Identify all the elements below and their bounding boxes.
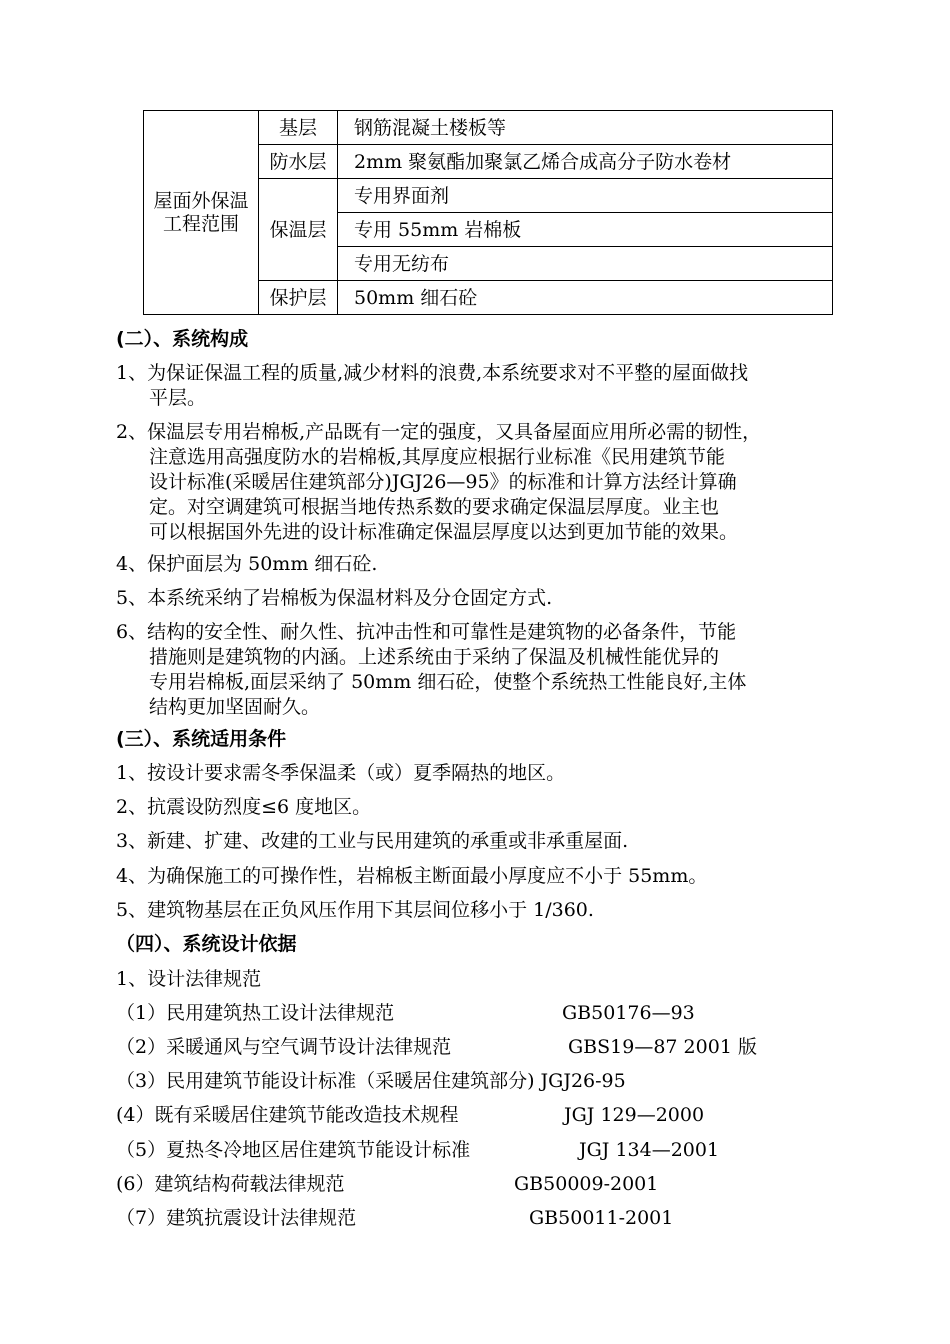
standard-code: GBS19—87 2001 版 — [568, 1036, 757, 1058]
section-3-item: 1、按设计要求需冬季保温柔（或）夏季隔热的地区。 — [116, 762, 566, 784]
section-2-item-2 — [116, 420, 761, 545]
section-2-item-4 — [116, 552, 377, 577]
paragraph-line: 1、为保证保温工程的质量,减少材料的浪费,本系统要求对不平整的屋面做找 — [116, 362, 749, 384]
standard-name: （7）建筑抗震设计法律规范 — [116, 1207, 357, 1229]
layer-cell-insulation: 保温层 — [259, 179, 338, 281]
section-3-item: 4、为确保施工的可操作性，岩棉板主断面最小厚度应不小于 55mm。 — [116, 865, 708, 887]
standard-name: (4）既有采暖居住建筑节能改造技术规程 — [116, 1104, 459, 1126]
paragraph-line: 注意选用高强度防水的岩棉板,其厚度应根据行业标准《民用建筑节能 — [149, 446, 726, 468]
section-3-item: 5、建筑物基层在正负风压作用下其层间位移小于 1/360. — [116, 899, 594, 921]
standard-code: JGJ 129—2000 — [564, 1104, 705, 1126]
section-2-item-6 — [116, 620, 746, 720]
paragraph-line: 措施则是建筑物的内涵。上述系统由于采纳了保温及机械性能优异的 — [149, 646, 720, 668]
layer-cell-base: 基层 — [259, 111, 338, 145]
standard-name: (6）建筑结构荷载法律规范 — [116, 1173, 345, 1195]
standard-name: （3）民用建筑节能设计标准（采暖居住建筑部分) JGJ26-95 — [116, 1070, 626, 1092]
content-cell-protection: 50mm 细石砼 — [338, 281, 833, 315]
content-cell-waterproof: 2mm 聚氨酯加聚氯乙烯合成高分子防水卷材 — [338, 145, 833, 179]
section-2-item-5 — [116, 586, 552, 611]
section-3-heading: (三）、系统适用条件 — [116, 728, 287, 750]
roof-insulation-scope-table — [143, 110, 833, 315]
standard-name: （1）民用建筑热工设计法律规范 — [116, 1002, 395, 1024]
section-3-item: 2、抗震设防烈度≤6 度地区。 — [116, 796, 372, 818]
layer-cell-protection: 保护层 — [259, 281, 338, 315]
paragraph-line: 2、保温层专用岩棉板,产品既有一定的强度，又具备屋面应用所必需的韧性， — [116, 421, 762, 443]
standard-code: GB50176—93 — [562, 1002, 695, 1024]
paragraph-line: 4、保护面层为 50mm 细石砼. — [116, 553, 378, 575]
standard-code: GB50009-2001 — [514, 1173, 659, 1195]
paragraph-line: 设计标准(采暖居住建筑部分)JGJ26—95》的标准和计算方法经计算确 — [149, 471, 737, 493]
section-3-item: 3、新建、扩建、改建的工业与民用建筑的承重或非承重屋面. — [116, 830, 629, 852]
paragraph-line: 定。对空调建筑可根据当地传热系数的要求确定保温层厚度。业主也 — [149, 496, 720, 518]
content-cell-base: 钢筋混凝土楼板等 — [338, 111, 833, 145]
content-cell-nonwoven: 专用无纺布 — [338, 247, 833, 281]
paragraph-line: 6、结构的安全性、耐久性、抗冲击性和可靠性是建筑物的必备条件，节能 — [116, 621, 737, 643]
table-row — [144, 111, 833, 145]
standard-name: （5）夏热冬冷地区居住建筑节能设计标准 — [116, 1139, 471, 1161]
content-cell-rockwool: 专用 55mm 岩棉板 — [338, 213, 833, 247]
section-4-subheading: 1、设计法律规范 — [116, 968, 262, 990]
paragraph-line: 平层。 — [149, 387, 207, 409]
standard-code: GB50011-2001 — [529, 1207, 674, 1229]
section-2-item-1 — [116, 361, 748, 411]
paragraph-line: 可以根据国外先进的设计标准确定保温层厚度以达到更加节能的效果。 — [149, 521, 739, 543]
content-cell-interface-agent: 专用界面剂 — [338, 179, 833, 213]
standard-name: （2）采暖通风与空气调节设计法律规范 — [116, 1036, 452, 1058]
scope-label-cell: 屋面外保温工程范围 — [144, 111, 259, 315]
standard-code: JGJ 134—2001 — [579, 1139, 720, 1161]
paragraph-line: 专用岩棉板,面层采纳了 50mm 细石砼，使整个系统热工性能良好,主体 — [149, 671, 747, 693]
section-4-heading: （四）、系统设计依据 — [116, 933, 297, 955]
section-2-heading: (二）、系统构成 — [116, 328, 249, 350]
paragraph-line: 结构更加坚固耐久。 — [149, 696, 321, 718]
layer-cell-waterproof: 防水层 — [259, 145, 338, 179]
paragraph-line: 5、本系统采纳了岩棉板为保温材料及分仓固定方式. — [116, 587, 553, 609]
